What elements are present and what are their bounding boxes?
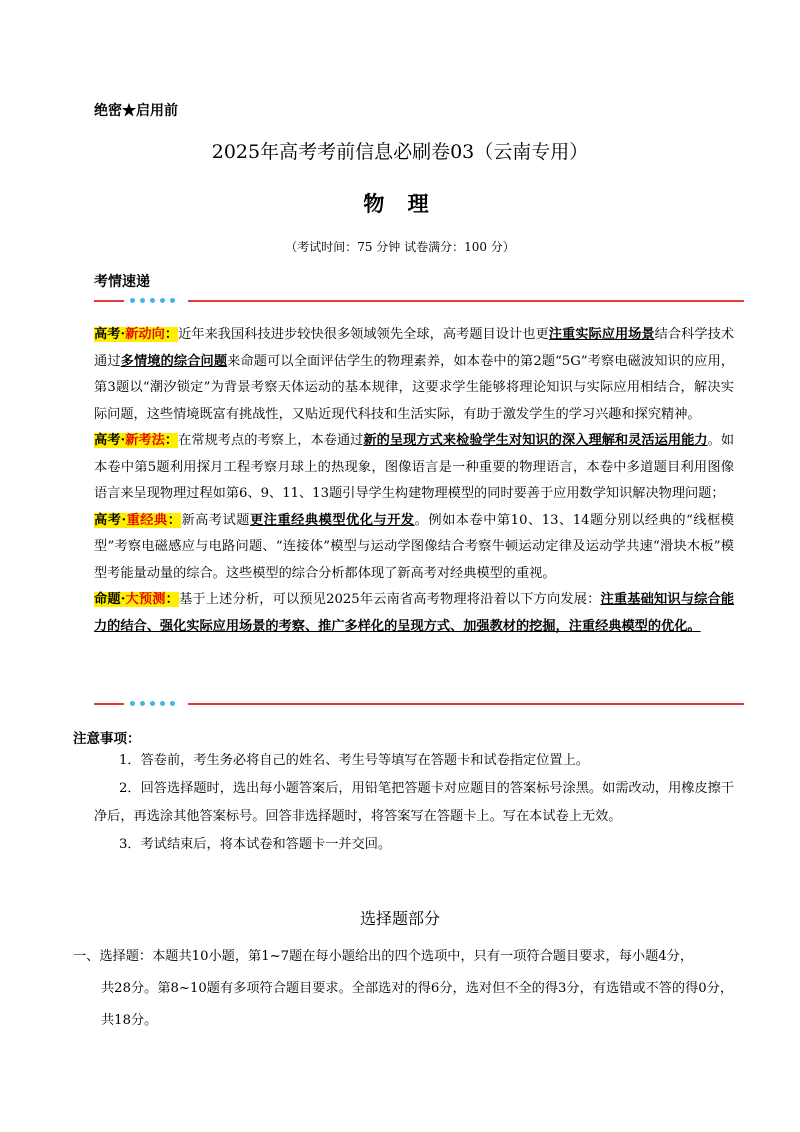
tag-label: 高考·重经典： [94,512,182,528]
overview-heading: 考情速递 [94,274,150,290]
dot [140,298,145,303]
divider-line [94,300,124,302]
overview-paragraph-3 [94,508,734,588]
notes-heading: 注意事项： [73,731,141,747]
highlight: 多情境的综合问题 [120,353,228,369]
text: 基于上述分析，可以预见2025年云南省高考物理将沿着以下方向发展： [179,592,601,607]
text: 在常规考点的考察上，本卷通过 [178,433,364,448]
dot [130,298,135,303]
note-item: 1．答卷前，考生务必将自己的姓名、考生号等填写在答题卡和试卷指定位置上。 [119,753,589,768]
tag-a: 高考 [94,433,121,448]
divider-top [94,294,744,308]
dot [140,701,145,706]
dot [170,701,175,706]
overview-paragraph-4 [94,587,734,640]
text: 新高考试题 [181,512,251,528]
question-section-1 [73,941,738,1037]
tag-label: 命题·大预测： [94,592,180,607]
notes-list [94,747,734,859]
dot [160,298,165,303]
highlight: 更注重经典模型优化与开发 [250,512,415,528]
section-instruction-rest: 共28分。第8~10题有多项符合题目要求。全部选对的得6分，选对但不全的得3分，有选错或不答的得0分，共18分。 [101,981,734,1028]
note-item: 2．回答选择题时，选出每小题答案后，用铅笔把答题卡对应题目的答案标号涂黑。如需改动，用橡皮擦干净后，再选涂其他答案标号。回答非选择题时，将答案写在答题卡上。写在本试卷上无效。 [94,781,735,824]
dot [150,701,155,706]
text: 。例如本卷中第10、13、14题分别以经典的“线框模型”考察电磁感应与电路问题、“连接体”模型与运动学图像结合考察牛顿运动定律及运动学共速“滑块木板”模型考能量动量的综合。这些模型的综合分析都体现了新高考对经典模型的重视。 [94,512,734,581]
tag-a: 命题 [94,592,121,607]
section-instruction-line1: 一、选择题：本题共10小题，第1~7题在每小题给出的四个选项中，只有一项符合题目要求，每小题4分， [73,949,694,964]
divider-dots [130,296,178,306]
tag-b: 新考法 [125,433,165,448]
tag-a: 高考 [94,327,121,342]
note-item: 3．考试结束后，将本试卷和答题卡一并交回。 [119,837,392,852]
part-title: 选择题部分 [359,909,440,928]
dot [160,701,165,706]
divider-dots [130,699,178,709]
tag-label: 高考·新考法： [94,433,179,448]
dot [170,298,175,303]
tag-label: 高考·新动向： [94,327,179,342]
tag-a: 高考 [94,512,122,528]
highlight: 新的呈现方式来检验学生对知识的深入理解和灵活运用能力 [363,433,708,448]
tag-b: 新动向 [125,327,165,342]
divider-line [188,300,744,302]
overview-paragraph-2 [94,428,734,508]
divider-bottom [94,697,744,711]
overview-body [94,322,734,640]
dot [130,701,135,706]
text: 。如本卷中第5题利用探月工程考察月球上的热现象，图像语言是一种重要的物理语言，本卷中多道题目利用图像语言来呈现物理过程如第6、9、11、13题引导学生构建物理模型的同时要善于应用数学知识解决物理问题； [94,433,735,501]
highlight: 注重实际应用场景 [548,327,655,342]
exam-info: （考试时间：75 分钟 试卷满分：100 分） [285,240,515,254]
subject-title: 物 理 [363,191,437,216]
text: 结合科学技术通过 [94,327,735,369]
secret-mark: 绝密★启用前 [94,103,178,119]
text: 来命题可以全面评估学生的物理素养，如本卷中的第2题“5G”考察电磁波知识的应用，第3题以“潮汐锁定”为背景考察天体运动的基本规律，这要求学生能够将理论知识与实际应用相结合，解决实际问题，这些情境既富有挑战性，又贴近现代科技和生活实际，有助于激发学生的学习兴趣和探究精神。 [94,353,735,422]
tag-b: 重经典 [126,512,168,528]
tag-b: 大预测 [125,592,166,607]
exam-title: 2025年高考考前信息必刷卷03（云南专用） [211,141,589,163]
overview-paragraph-1 [94,322,734,428]
dot [150,298,155,303]
divider-line [188,703,744,705]
divider-line [94,703,124,705]
text: 近年来我国科技进步较快很多领域领先全球，高考题目设计也更 [178,327,549,342]
highlight: 注重基础知识与综合能力的结合、强化实际应用场景的考察、推广多样化的呈现方式、加强教材的挖掘，注重经典模型的优化。 [94,592,735,634]
